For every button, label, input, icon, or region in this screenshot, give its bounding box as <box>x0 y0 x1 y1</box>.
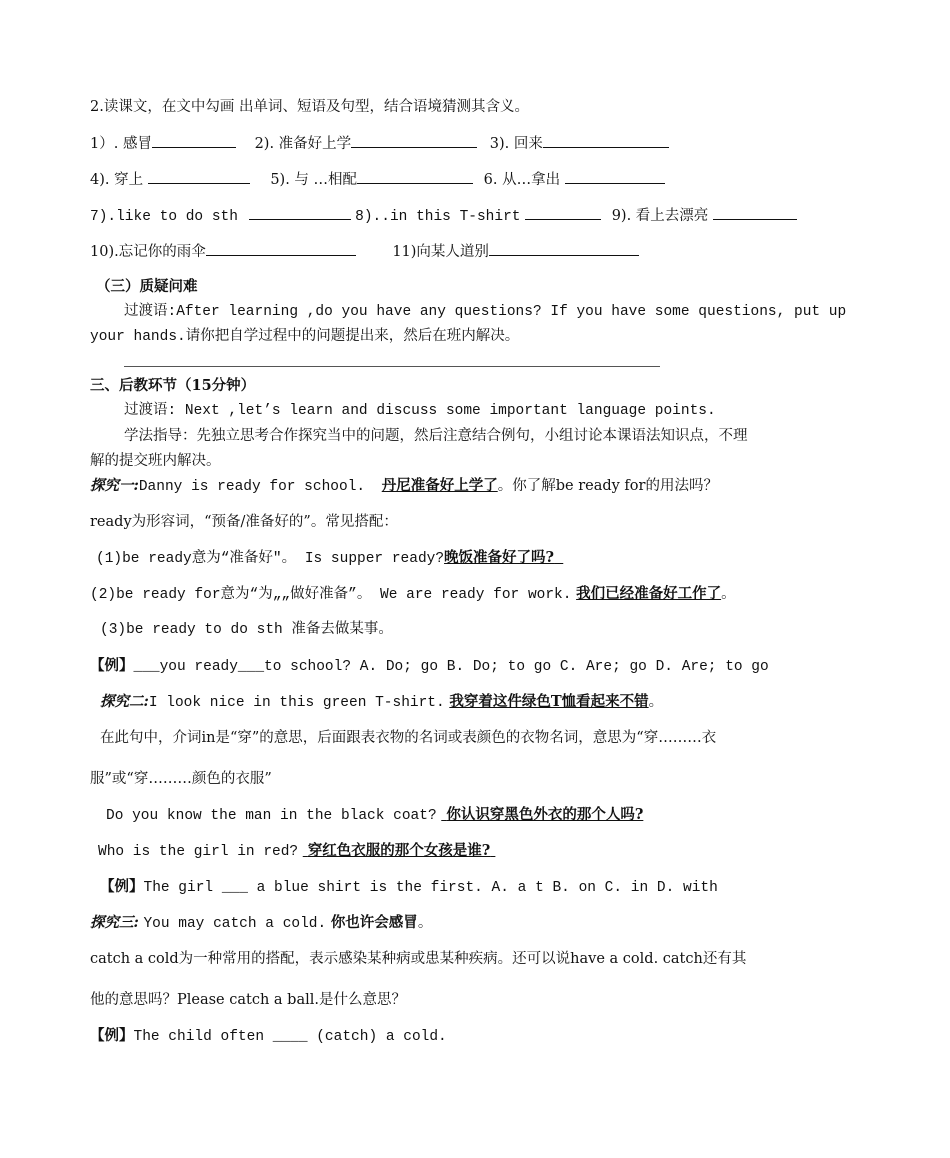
coat-sentence: Do you know the man in the black coat? <box>106 808 437 824</box>
ready-point-2 <box>90 585 736 604</box>
explore-3-explanation-1: catch a cold为一种常用的搭配，表示感染某种病或患某种疾病。还可以说have a cold. catch还有其 <box>90 951 747 967</box>
ready-point-1 <box>96 549 563 568</box>
explore-2-label: 探究二: <box>100 693 149 710</box>
example-sentence-red <box>98 842 495 861</box>
explore-1-sentence: Danny is ready for school. <box>138 479 366 495</box>
red-translation: 穿红色衣服的那个女孩是谁? <box>307 842 491 859</box>
explore-1-translation: 丹尼准备好上学了 <box>381 477 498 494</box>
ready-point-1-translation: 晚饭准备好了吗? <box>444 549 555 566</box>
item-3: 3). 回来 <box>489 136 543 152</box>
explore-2-translation: 我穿着这件绿色T恤看起来不错 <box>449 693 649 710</box>
example-2-text: The girl ___ a blue shirt is the first. A. a t B. on C. in D. with <box>143 880 718 896</box>
transition-post: 过渡语: Next ,let’s learn and discuss some important language points. <box>124 403 716 419</box>
transition-questions-2: your hands.请你把自学过程中的问题提出来，然后在班内解决。 <box>90 329 520 345</box>
blank-11[interactable] <box>489 242 639 256</box>
item-2: 2). 准备好上学 <box>254 136 352 152</box>
fill-row-4 <box>90 242 639 261</box>
item-9: 9). 看上去漂亮 <box>611 208 709 224</box>
blank-4[interactable] <box>148 170 250 184</box>
explore-2-explanation-1: 在此句中，介词in是“穿”的意思，后面跟表衣物的名词或表颜色的衣物名词，意思为“穿………衣 <box>100 730 717 746</box>
example-3-text: The child often ____ (catch) a cold. <box>133 1029 447 1045</box>
fill-row-2 <box>90 170 665 189</box>
ready-intro: ready为形容词，“预备/准备好的”。常见搭配： <box>90 514 398 530</box>
ready-point-2-text: (2)be ready for意为“为„„做好准备”。 We are ready for work. <box>90 587 572 603</box>
example-2 <box>100 878 718 897</box>
transition-questions-1: 过渡语:After learning ,do you have any questions? If you have some questions, put up <box>124 304 847 320</box>
example-2-label: 【例】 <box>100 878 144 895</box>
blank-7[interactable] <box>249 206 351 220</box>
blank-5[interactable] <box>357 170 473 184</box>
fill-row-1 <box>90 134 669 153</box>
example-3 <box>90 1027 447 1046</box>
item-11: 11)向某人道别 <box>392 244 489 260</box>
answer-line[interactable] <box>124 366 660 367</box>
ready-point-1-text: (1)be ready意为“准备好″。 Is supper ready? <box>96 551 445 567</box>
explore-2-line <box>100 693 663 712</box>
ready-point-2-translation: 我们已经准备好工作了 <box>576 585 722 602</box>
item-4: 4). 穿上 <box>90 172 144 188</box>
blank-10[interactable] <box>206 242 356 256</box>
explore-1-line <box>90 477 718 496</box>
section-title-post: 三、后教环节（15分钟） <box>90 377 256 394</box>
ready-point-2-end: 。 <box>721 586 736 602</box>
fill-row-3 <box>90 206 797 226</box>
example-3-label: 【例】 <box>90 1027 134 1044</box>
explore-2-end: 。 <box>648 694 664 710</box>
item-5: 5). 与 …相配 <box>270 172 358 188</box>
explore-2-explanation-2: 服”或“穿………颜色的衣服” <box>90 771 272 787</box>
item-10: 10).忘记你的雨伞 <box>90 244 206 260</box>
blank-2[interactable] <box>351 134 477 148</box>
item-6: 6. 从…拿出 <box>483 172 561 188</box>
red-sentence: Who is the girl in red? <box>98 844 299 860</box>
example-1 <box>90 657 769 676</box>
item-1: 1）. 感冒 <box>90 136 152 152</box>
blank-9[interactable] <box>713 206 797 220</box>
explore-1-question: 。你了解be ready for的用法吗？ <box>497 478 718 494</box>
explore-1-label: 探究一: <box>90 477 139 494</box>
example-sentence-coat <box>106 806 643 825</box>
task2-heading: 2.读课文，在文中勾画 出单词、短语及句型，结合语境猜测其含义。 <box>90 99 529 115</box>
guide-line-2: 解的提交班内解决。 <box>90 453 221 469</box>
example-1-label: 【例】 <box>90 657 134 674</box>
explore-3-label: 探究三: <box>90 914 139 931</box>
example-1-text: ___you ready___to school? A. Do; go B. Do; to go C. Are; go D. Are; to go <box>133 659 769 675</box>
explore-3-sentence: You may catch a cold. <box>143 916 327 932</box>
explore-2-sentence: I look nice in this green T-shirt. <box>148 695 445 711</box>
item-8: 8)..in this T-shirt <box>355 209 521 225</box>
guide-line-1: 学法指导：先独立思考合作探究当中的问题，然后注意结合例句，小组讨论本课语法知识点，不理 <box>124 428 748 444</box>
explore-3-line <box>90 914 432 933</box>
blank-8[interactable] <box>525 206 601 220</box>
blank-1[interactable] <box>152 134 236 148</box>
item-7: 7).like to do sth <box>90 209 238 225</box>
explore-3-translation: 你也许会感冒 <box>330 914 418 931</box>
section-title-questions: （三）质疑问难 <box>96 278 198 295</box>
ready-point-3: (3)be ready to do sth 准备去做某事。 <box>100 622 393 638</box>
explore-3-end: 。 <box>417 915 433 931</box>
blank-6[interactable] <box>565 170 665 184</box>
coat-translation: 你认识穿黑色外衣的那个人吗? <box>446 806 644 823</box>
blank-3[interactable] <box>543 134 669 148</box>
explore-3-explanation-2: 他的意思吗？Please catch a ball.是什么意思？ <box>90 992 406 1008</box>
